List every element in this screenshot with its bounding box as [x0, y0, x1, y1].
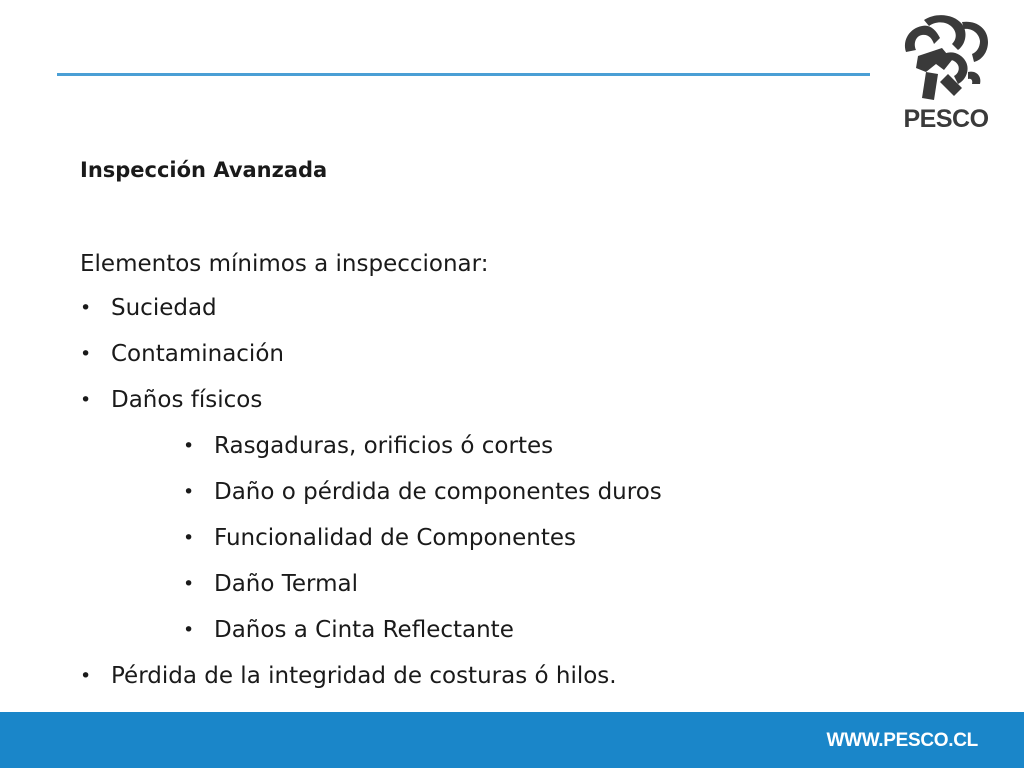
- sub-list-item-text: Daño Termal: [214, 571, 358, 597]
- footer-bar: [0, 712, 1024, 768]
- logo-wordmark: PESCO: [903, 105, 989, 133]
- pesco-logo: [896, 14, 996, 136]
- list-item-text: Contaminación: [111, 341, 284, 367]
- header-divider: [57, 73, 870, 76]
- list-item-text: Pérdida de la integridad de costuras ó hilos.: [111, 663, 617, 689]
- sub-list-item-text: Rasgaduras, orificios ó cortes: [214, 433, 554, 459]
- sub-list-item-text: Daño o pérdida de componentes duros: [214, 479, 662, 505]
- slide-title: Inspección Avanzada: [80, 158, 328, 182]
- bullet-marker: •: [80, 297, 92, 319]
- pesco-figure-logo-icon: [896, 14, 996, 106]
- intro-text: Elementos mínimos a inspeccionar:: [80, 251, 489, 277]
- footer-url: WWW.PESCO.CL: [826, 730, 978, 751]
- list-item-text: Daños físicos: [111, 387, 263, 413]
- sub-list-item-text: Funcionalidad de Componentes: [214, 525, 577, 551]
- bullet-marker: •: [80, 389, 92, 411]
- bullet-marker: •: [183, 573, 195, 595]
- bullet-marker: •: [183, 435, 195, 457]
- bullet-marker: •: [183, 527, 195, 549]
- bullet-marker: •: [80, 343, 92, 365]
- list-item-text: Suciedad: [111, 295, 217, 321]
- bullet-marker: •: [80, 665, 92, 687]
- sub-list-item-text: Daños a Cinta Reflectante: [214, 617, 514, 643]
- bullet-marker: •: [183, 481, 195, 503]
- bullet-marker: •: [183, 619, 195, 641]
